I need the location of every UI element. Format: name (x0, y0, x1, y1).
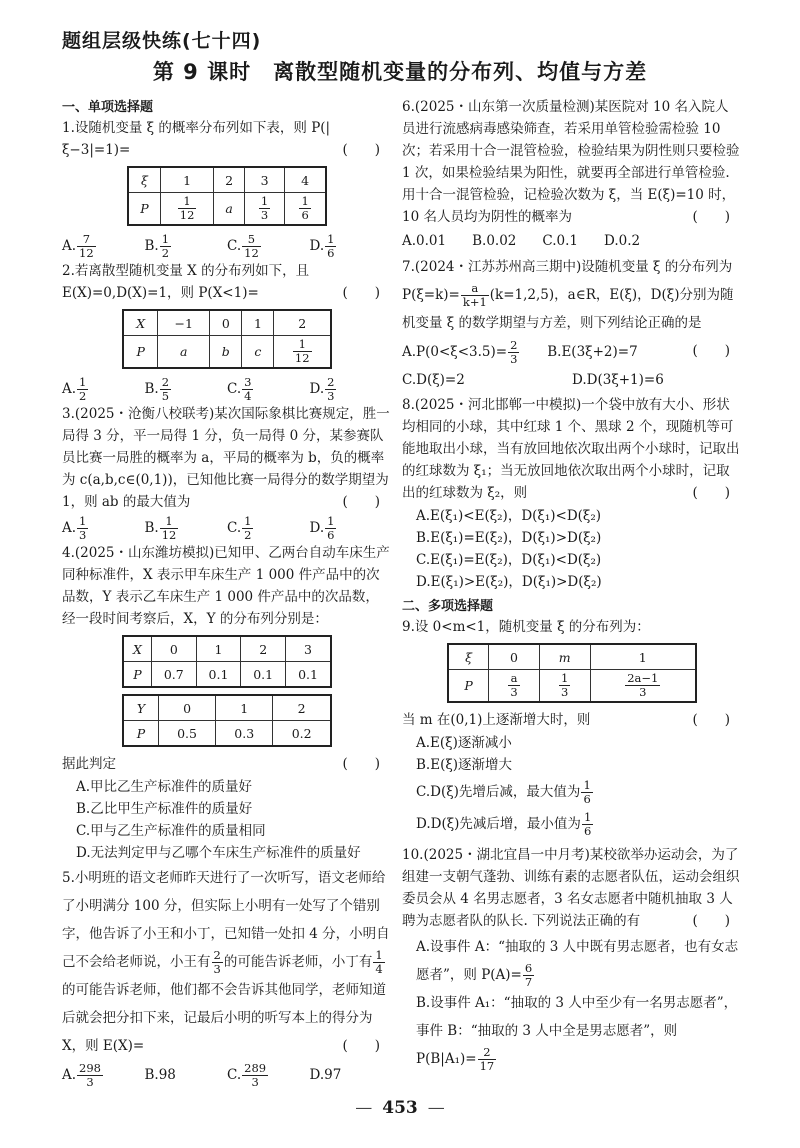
option-d: D.97 (309, 1067, 342, 1083)
answer-blank: ( ) (692, 209, 730, 225)
table-cell: $\frac{1}{3}$ (539, 670, 590, 703)
table-cell: 1 (590, 644, 696, 670)
option-b: B.98 (144, 1067, 176, 1083)
table-cell: 3 (286, 636, 331, 662)
table-cell: 4 (285, 167, 326, 193)
option-c: C. $\frac{3}{4}$ (227, 375, 252, 403)
option-a: A. $\frac{7}{12}$ (62, 232, 94, 260)
question-7: 7.(2024・江苏苏州高三期中)设随机变量 ξ 的分布列为 P(ξ=k)= $\frac{a}{k+1}$ (k=1,2,5)，a∈R，E(ξ)，D(ξ)分别为随机变量 ξ 的数学期望与方差，则下列结论正确的是 ( ) (402, 253, 742, 337)
table-cell: 2 (273, 695, 331, 721)
option-d: D.无法判定甲与乙哪个车床生产标准件的质量好 (76, 845, 361, 861)
page-number: — 453 — (355, 1098, 445, 1118)
option-c: C.D(ξ)先增后减，最大值为 $\frac{1}{6}$ (416, 778, 591, 806)
option-c: C. $\frac{5}{12}$ (227, 232, 259, 260)
option-d: D.D(ξ)先减后增，最小值为 $\frac{1}{6}$ (416, 810, 592, 838)
question-9-text: 9.设 0<m<1，随机变量 ξ 的分布列为： (402, 619, 650, 635)
answer-blank: ( ) (342, 142, 380, 158)
table-cell: $\frac{2a-1}{3}$ (590, 670, 696, 703)
question-3 (62, 403, 392, 513)
left-column (62, 96, 392, 1089)
option-a: A.甲比乙生产标准件的质量好 (76, 779, 253, 795)
table-cell: P (128, 193, 160, 226)
question-2 (62, 260, 392, 304)
table-cell: 3 (244, 167, 284, 193)
table-cell: $\frac{1}{3}$ (244, 193, 284, 226)
question-1 (62, 117, 392, 161)
judge-text: 据此判定 (62, 756, 116, 772)
option-c: C.甲与乙生产标准件的质量相同 (76, 823, 266, 839)
question-7-text: (k=1,2,5)，a∈R，E(ξ)，D(ξ)分别为随机变量 ξ 的数学期望与方差，则下列结论正确的是 (402, 287, 734, 331)
option-a: A. $\frac{1}{2}$ (62, 375, 87, 403)
option-c: C.D(ξ)=2 (402, 372, 465, 388)
question-4 (62, 542, 392, 630)
table-cell: 1 (242, 310, 274, 336)
table-cell: 0.1 (286, 662, 331, 688)
option-c: C. $\frac{289}{3}$ (227, 1061, 267, 1089)
answer-blank: ( ) (692, 343, 730, 359)
table-cell: ξ (128, 167, 160, 193)
table-cell: $\frac{1}{6}$ (285, 193, 326, 226)
table-cell: c (242, 336, 274, 369)
table-cell: b (210, 336, 242, 369)
table-cell: P (123, 662, 151, 688)
question-10-text: 10.(2025・湖北宜昌一中月考)某校欲举办运动会，为了组建一支朝气蓬勃、训练有素的志愿者队伍，运动会组织委员会从 4 名男志愿者，3 名女志愿者中随机抽取 3 人聘为志愿者队的队长. 下列说法正确的有 (402, 847, 740, 929)
question-10 (402, 844, 742, 932)
table-cell: a (158, 336, 210, 369)
option-c: C.0.1 (542, 233, 578, 249)
question-3-text: 3.(2025・沧衡八校联考)某次国际象棋比赛规定，胜一局得 3 分，平一局得 1 分，负一局得 0 分，某参赛队员比赛一局胜的概率为 a，平局的概率为 b，负的概率为 c(a,b,c∈(0,1))，已知他比赛一局得分的数学期望为 1，则 ab 的最大值为 (62, 406, 390, 510)
table-cell: P (123, 721, 158, 747)
question-5-text: 的可能告诉老师，他们都不会告诉其他同学，老师知道后就会把分扣下来，记最后小明的听写本上的得分为 X，则 E(X)= (62, 982, 386, 1054)
question-2-text: 2.若离散型随机变量 X 的分布列如下，且 E(X)=0,D(X)=1，则 P(X<1)= (62, 263, 310, 301)
answer-blank: ( ) (342, 756, 380, 772)
option-b: B.乙比甲生产标准件的质量好 (76, 801, 253, 817)
option-c: C.E(ξ₁)=E(ξ₂)，D(ξ₁)<D(ξ₂) (416, 552, 602, 568)
option-b: B. $\frac{2}{5}$ (144, 375, 170, 403)
table-cell: 2 (214, 167, 245, 193)
q2-distribution-table (122, 309, 332, 369)
table-cell: 1 (196, 636, 241, 662)
answer-blank: ( ) (692, 485, 730, 501)
table-cell: 0.7 (151, 662, 196, 688)
question-1-text: 1.设随机变量 ξ 的概率分布列如下表，则 P(|ξ−3|=1)= (62, 120, 331, 158)
table-cell: Y (123, 695, 158, 721)
option-b: B.E(3ξ+2)=7 (547, 344, 638, 360)
table-cell: m (539, 644, 590, 670)
section-single-choice: 一、单项选择题 (62, 100, 154, 115)
right-column (402, 96, 742, 1073)
section-multiple-choice: 二、多项选择题 (402, 599, 494, 614)
lesson-title: 第 9 课时 离散型随机变量的分布列、均值与方差 (152, 60, 648, 84)
page-header-title: 题组层级快练(七十四) (62, 30, 262, 52)
table-cell: 0 (158, 695, 215, 721)
q1-distribution-table (127, 166, 327, 226)
option-a: A. $\frac{298}{3}$ (62, 1061, 101, 1089)
option-d: D. $\frac{1}{6}$ (309, 232, 335, 260)
option-d: D. $\frac{1}{6}$ (309, 514, 335, 542)
table-cell: 0.2 (273, 721, 331, 747)
table-cell: 1 (216, 695, 273, 721)
table-cell: 0.1 (241, 662, 286, 688)
table-cell: −1 (158, 310, 210, 336)
option-c: C. $\frac{1}{2}$ (227, 514, 252, 542)
question-5: 5.小明班的语文老师昨天进行了一次听写，语文老师给了小明满分 100 分，但实际上小明有一处写了个错别字，他告诉了小王和小丁，已知错一处扣 4 分，小明自己不会给老师说，小王有 $\frac{2}{3}$ 的可能告诉老师，小丁有 $\frac{1}{4}$ 的可能告诉老师，他们都不会告诉其他同学，老师知道后就会把分扣下来，记最后小明的听写本上的得分为 X，则 E(X)= ( ) (62, 864, 392, 1060)
question-5-options (62, 1061, 392, 1089)
question-1-options (62, 232, 392, 260)
question-4-judge (62, 753, 392, 775)
question-6 (402, 96, 742, 228)
question-6-options (402, 229, 742, 253)
table-cell: a (214, 193, 245, 226)
table-cell: 2 (274, 310, 331, 336)
option-a: A. $\frac{1}{3}$ (62, 514, 87, 542)
option-b: B.0.02 (472, 233, 517, 249)
option-a: A.设事件 A：“抽取的 3 人中既有男志愿者，也有女志愿者”，则 P(A)= $\frac{6}{7}$ (416, 939, 739, 989)
question-8 (402, 394, 742, 504)
option-a: A.0.01 (402, 233, 447, 249)
table-cell: 0 (489, 644, 540, 670)
table-cell: 0 (151, 636, 196, 662)
table-cell: 0.1 (196, 662, 241, 688)
answer-blank: ( ) (342, 285, 380, 301)
table-cell: 0 (210, 310, 242, 336)
q9-distribution-table (447, 643, 697, 703)
option-b: B. $\frac{1}{12}$ (144, 514, 177, 542)
table-cell: 0.5 (158, 721, 215, 747)
table-cell: 0.3 (216, 721, 273, 747)
answer-blank: ( ) (342, 1038, 380, 1054)
answer-blank: ( ) (692, 712, 730, 728)
question-9 (402, 616, 742, 638)
option-b: B.设事件 A₁：“抽取的 3 人中至少有一名男志愿者”，事件 B：“抽取的 3 人中全是男志愿者”，则 P(B|A₁)= $\frac{2}{17}$ (416, 995, 738, 1073)
question-3-options (62, 514, 392, 542)
option-d: D.D(3ξ+1)=6 (572, 372, 664, 388)
q4-x-distribution-table (122, 635, 332, 688)
table-cell: $\frac{a}{3}$ (489, 670, 540, 703)
option-b: B.E(ξ)逐渐增大 (416, 757, 513, 773)
table-cell: ξ (448, 644, 489, 670)
option-d: D.E(ξ₁)>E(ξ₂)，D(ξ₁)>D(ξ₂) (416, 574, 602, 590)
option-b: B.E(ξ₁)=E(ξ₂)，D(ξ₁)>D(ξ₂) (416, 530, 602, 546)
question-7-text: 7.(2024・江苏苏州高三期中)设随机变量 ξ 的分布列为 P(ξ=k)= (402, 259, 733, 303)
question-2-options (62, 375, 392, 403)
table-cell: 1 (160, 167, 214, 193)
page-number-value: 453 (382, 1098, 418, 1118)
option-a: A.P(0<ξ<3.5)= $\frac{2}{3}$ (402, 338, 518, 366)
table-cell: $\frac{1}{12}$ (160, 193, 214, 226)
table-cell: P (448, 670, 489, 703)
option-a: A.E(ξ)逐渐减小 (416, 735, 512, 751)
question-4-text: 4.(2025・山东潍坊模拟)已知甲、乙两台自动车床生产同种标准件，X 表示甲车床生产 1 000 件产品中的次品数，Y 表示乙车床生产 1 000 件产品中的次品数，经一段时间考察后，X，Y 的分布列分别是： (62, 545, 390, 627)
table-cell: X (123, 636, 151, 662)
option-d: D. $\frac{2}{3}$ (309, 375, 335, 403)
q4-y-distribution-table (122, 694, 332, 747)
question-8-text: 8.(2025・河北邯郸一中模拟)一个袋中放有大小、形状均相同的小球，其中红球 1 个、黑球 2 个，现随机等可能地取出小球，当有放回地依次取出两个小球时，记取出的红球数为 ξ₁；当无放回地依次取出两个小球时，记取出的红球数为 ξ₂，则 (402, 397, 740, 501)
question-5-text: 5.小明班的语文老师昨天进行了一次听写，语文老师给了小明满分 100 分，但实际上小明有一处写了个错别字，他告诉了小王和小丁，已知错一处扣 4 分，小明自己不会给老师说，小王有 (62, 870, 390, 970)
answer-blank: ( ) (342, 494, 380, 510)
question-9-condition (402, 709, 742, 731)
table-cell: 2 (241, 636, 286, 662)
condition-text: 当 m 在(0,1)上逐渐增大时，则 (402, 712, 591, 728)
question-7-options-ab (402, 338, 692, 366)
option-b: B. $\frac{1}{2}$ (144, 232, 170, 260)
question-6-text: 6.(2025・山东第一次质量检测)某医院对 10 名入院人员进行流感病毒感染筛查，若采用单管检验需检验 10 次；若采用十合一混管检验，检验结果为阴性则只要检验 1 次，如果检验结果为阳性，就要再全部进行单管检验. 用十合一混管检验，记检验次数为 ξ，当 E(ξ)=10 时，10 名人员均为阴性的概率为 (402, 99, 740, 225)
option-a: A.E(ξ₁)<E(ξ₂)，D(ξ₁)<D(ξ₂) (416, 508, 602, 524)
table-cell: X (123, 310, 158, 336)
question-5-text: 的可能告诉老师，小丁有 (223, 954, 373, 970)
table-cell: $\frac{1}{12}$ (274, 336, 331, 369)
answer-blank: ( ) (692, 913, 730, 929)
question-7-options-cd (402, 366, 742, 394)
table-cell: P (123, 336, 158, 369)
option-d: D.0.2 (604, 233, 641, 249)
